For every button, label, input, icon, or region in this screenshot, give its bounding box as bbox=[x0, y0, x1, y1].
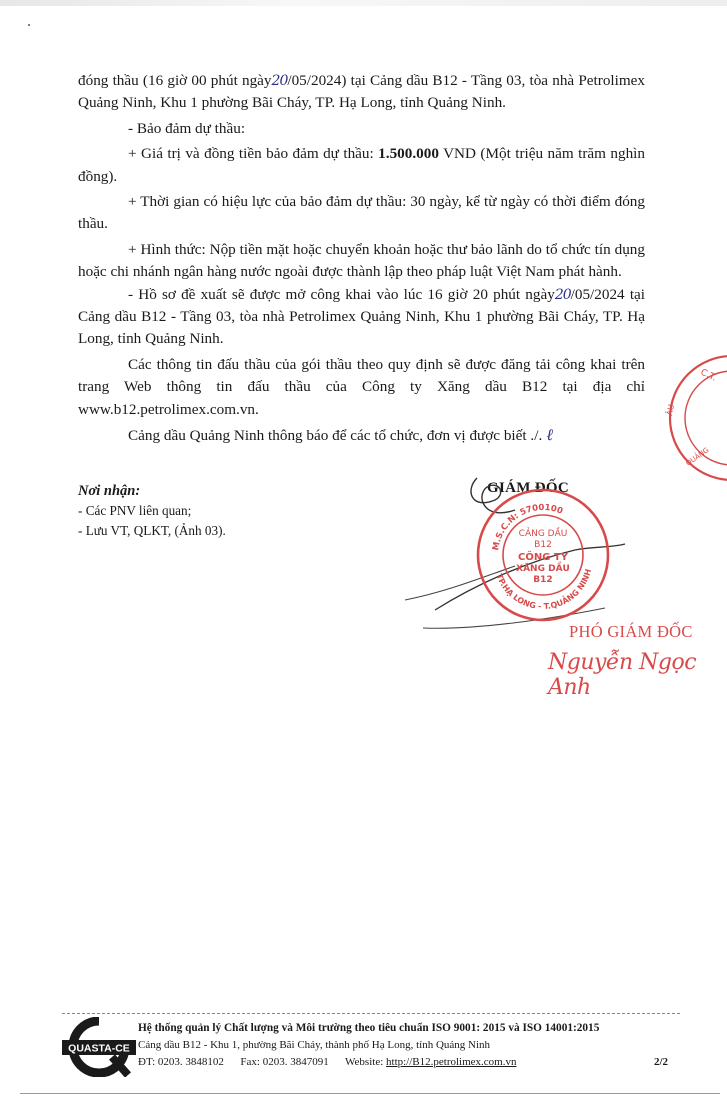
paragraph-bid-security-form: + Hình thức: Nộp tiền mặt hoặc chuyển khoản hoặc thư bảo lãnh do tổ chức tín dụng hoặc chi nhánh ngân hàng nước ngoài được thành lập theo pháp luật Việt Nam phát hành. bbox=[78, 240, 645, 281]
stamp-line: B12 bbox=[533, 575, 553, 585]
svg-text:ÂU: ÂU bbox=[665, 403, 676, 417]
stamp-line: XĂNG DẦU bbox=[516, 564, 570, 574]
logo-text: QUASTA-CE bbox=[68, 1042, 130, 1055]
bid-amount: 1.500.000 bbox=[378, 145, 439, 163]
stamp-line: B12 bbox=[534, 540, 552, 550]
stamp-ring-top: M.S.C.N: 5700100 bbox=[491, 502, 565, 552]
paragraph-closing-notice: Cảng dầu Quảng Ninh thông báo để các tổ chức, đơn vị được biết ./. ℓ bbox=[128, 425, 552, 445]
scan-bottom-edge bbox=[20, 1093, 720, 1094]
paragraph-closing-time: đóng thầu (16 giờ 00 phút ngày20/05/2024) tại Cảng dầu B12 - Tầng 03, tòa nhà Petrolimex Quảng Ninh, Khu 1 phường Bãi Cháy, TP. Hạ Long, tỉnh Quảng Ninh. bbox=[78, 72, 645, 112]
footer-divider bbox=[62, 1013, 680, 1014]
handwritten-day-2: 20 bbox=[554, 286, 571, 303]
recipients-heading: Nơi nhận: bbox=[78, 483, 141, 499]
recipients-block bbox=[78, 481, 338, 541]
initial-mark: ℓ bbox=[542, 425, 552, 445]
paragraph-publication: Các thông tin đấu thầu của gói thầu theo quy định sẽ được đăng tải công khai trên trang Web thông tin đấu thầu của Công ty Xăng dầu B12 tại địa chỉ www.b12.petrolimex.com.vn. bbox=[78, 355, 645, 418]
svg-text:C.T.: C.T. bbox=[698, 367, 718, 384]
footer-website-label: Website: bbox=[345, 1056, 387, 1068]
footer-website-link[interactable]: http://B12.petrolimex.com.vn bbox=[386, 1056, 517, 1068]
scan-speck bbox=[28, 24, 30, 26]
document-body bbox=[78, 70, 645, 448]
signer-role: PHÓ GIÁM ĐỐC bbox=[569, 622, 693, 641]
footer-phone: ĐT: 0203. 3848102 bbox=[138, 1056, 224, 1068]
partial-stamp bbox=[660, 348, 727, 488]
stamp-line: CÔNG TY bbox=[518, 552, 568, 563]
page-number: 2/2 bbox=[653, 1056, 668, 1068]
scan-edge bbox=[0, 0, 727, 6]
recipient-item: - Các PNV liên quan; bbox=[78, 503, 192, 518]
signer-name: Nguyễn Ngọc Anh bbox=[548, 650, 697, 700]
recipient-item: - Lưu VT, QLKT, (Ảnh 03). bbox=[78, 523, 226, 538]
stamp-ring-bottom: TP.HẠ LONG - T.QUẢNG NINH bbox=[494, 567, 594, 612]
quasta-ce-logo bbox=[62, 1017, 136, 1077]
svg-text:QUẢNG: QUẢNG bbox=[684, 446, 711, 468]
footer-iso-line: Hệ thống quản lý Chất lượng và Môi trường theo tiêu chuẩn ISO 9001: 2015 và ISO 14001:2015 bbox=[138, 1022, 600, 1034]
signature-title: GIÁM ĐỐC bbox=[487, 480, 569, 496]
paragraph-bid-security-value: + Giá trị và đồng tiền bảo đảm dự thầu: 1.500.000 VND (Một triệu năm trăm nghìn đồng). bbox=[78, 145, 645, 185]
company-stamp bbox=[474, 486, 612, 624]
paragraph-bid-security-validity: + Thời gian có hiệu lực của bảo đảm dự thầu: 30 ngày, kể từ ngày có thời điểm đóng thầu. bbox=[78, 193, 645, 233]
handwritten-day: 20 bbox=[271, 73, 288, 89]
footer bbox=[138, 1020, 668, 1071]
stamp-line: CẢNG DẦU bbox=[518, 529, 568, 539]
paragraph-opening-time: - Hồ sơ đề xuất sẽ được mở công khai vào lúc 16 giờ 20 phút ngày20/05/2024 tại Cảng dầu B12 - Tầng 03, tòa nhà Petrolimex Quảng Ninh, Khu 1 phường Bãi Cháy, TP. Hạ Long, tỉnh Quảng Ninh. bbox=[78, 285, 645, 348]
footer-address: Cảng dầu B12 - Khu 1, phường Bãi Cháy, thành phố Hạ Long, tỉnh Quảng Ninh bbox=[138, 1039, 491, 1051]
svg-text:M.S.C.N: 5700100 bbox=[491, 503, 564, 551]
footer-fax: Fax: 0203. 3847091 bbox=[240, 1056, 329, 1068]
paragraph-bid-security-heading: - Bảo đảm dự thầu: bbox=[128, 119, 246, 137]
footer-contact bbox=[138, 1054, 668, 1071]
